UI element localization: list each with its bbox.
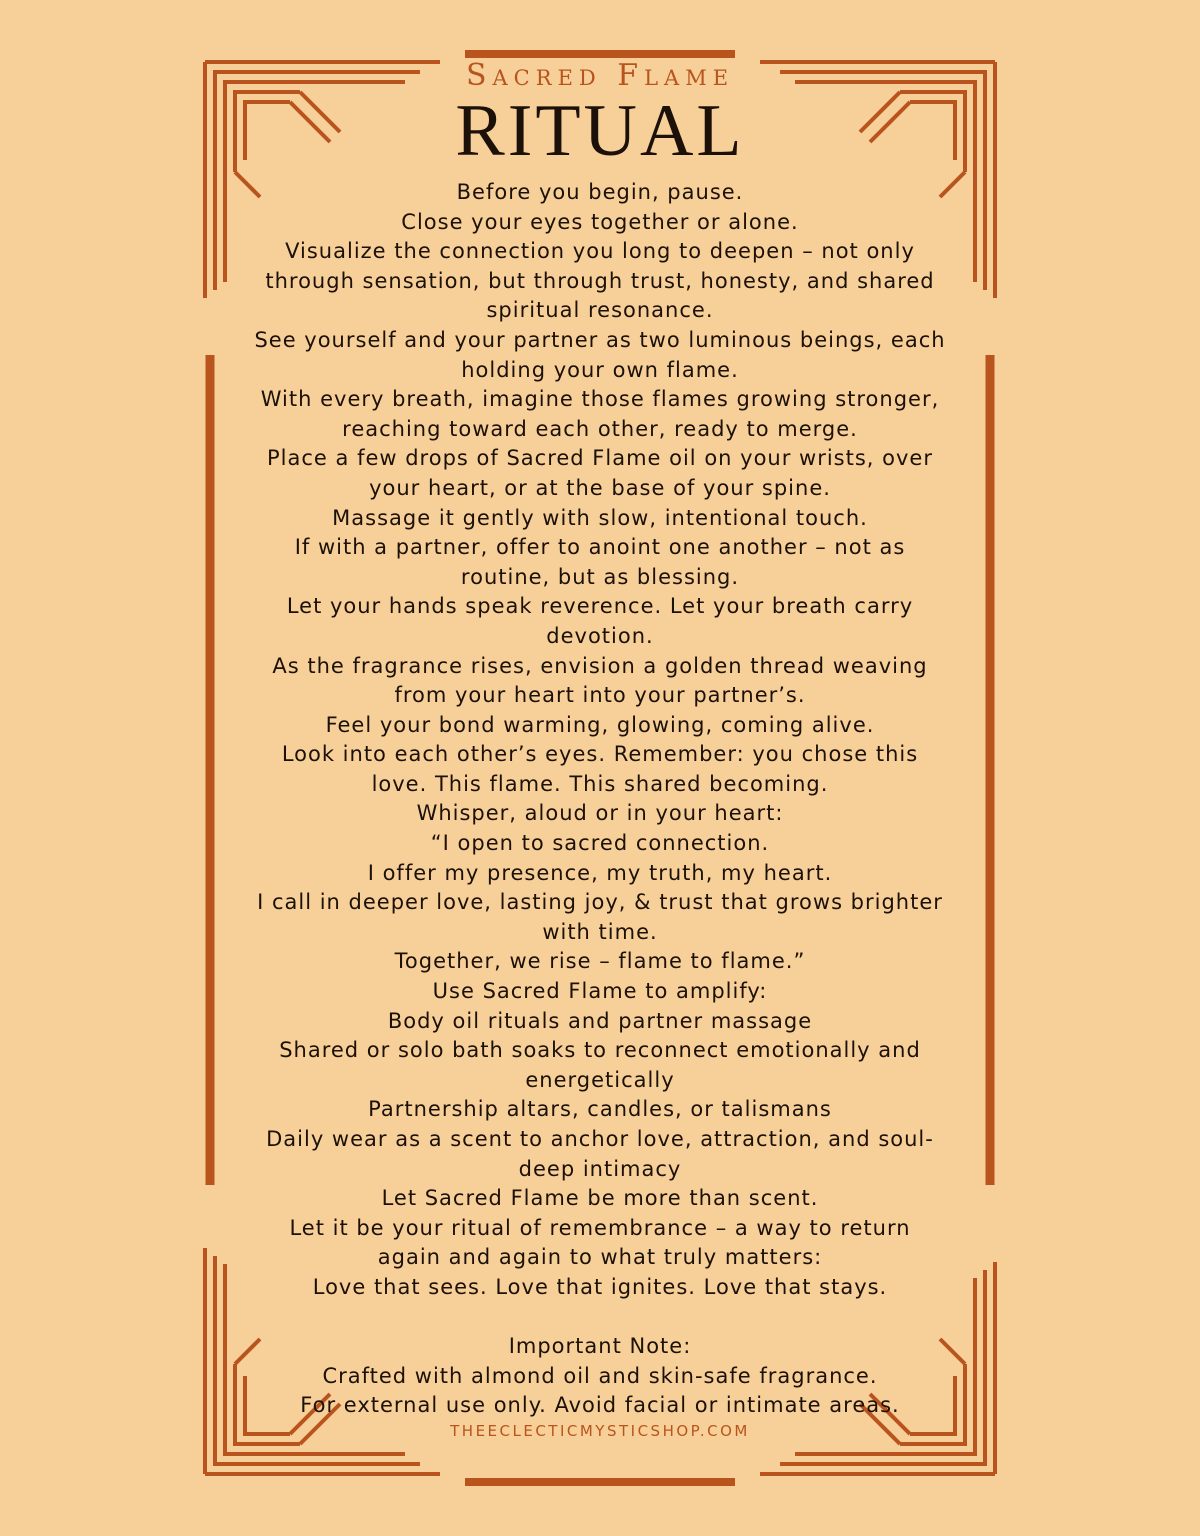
ritual-line: Visualize the connection you long to deepen – not only [285, 239, 915, 264]
note-line: For external use only. Avoid facial or intimate areas. [300, 1393, 900, 1418]
ritual-line: Close your eyes together or alone. [401, 209, 799, 234]
ritual-line: Let it be your ritual of remembrance – a way to return [289, 1215, 911, 1240]
ritual-text [240, 178, 960, 1421]
ritual-line: reaching toward each other, ready to merge. [342, 416, 858, 441]
ritual-line: routine, but as blessing. [460, 564, 740, 589]
ritual-line: from your heart into your partner’s. [394, 683, 806, 708]
note-line: Crafted with almond oil and skin-safe fragrance. [322, 1363, 878, 1388]
ritual-line: Look into each other’s eyes. Remember: you chose this [281, 742, 919, 767]
ritual-line: Partnership altars, candles, or talismans [368, 1097, 832, 1122]
ritual-line: Place a few drops of Sacred Flame oil on your wrists, over [267, 446, 933, 471]
ritual-line: As the fragrance rises, envision a golden thread weaving [272, 653, 928, 678]
ritual-line: Daily wear as a scent to anchor love, attraction, and soul- [266, 1127, 934, 1151]
ritual-line: again and again to what truly matters: [377, 1245, 823, 1270]
ritual-line: Shared or solo bath soaks to reconnect emotionally and [279, 1038, 921, 1063]
ritual-line: love. This flame. This shared becoming. [371, 771, 829, 796]
ritual-line: deep intimacy [518, 1156, 682, 1181]
ritual-line: Whisper, aloud or in your heart: [416, 801, 784, 826]
ritual-line: Before you begin, pause. [456, 180, 744, 204]
ritual-line: Feel your bond warming, glowing, coming alive. [325, 712, 875, 737]
ritual-line: See yourself and your partner as two luminous beings, each [254, 327, 946, 352]
ritual-line: holding your own flame. [461, 357, 739, 382]
ritual-line: Let your hands speak reverence. Let your breath carry [286, 594, 914, 619]
ritual-line: I call in deeper love, lasting joy, & trust that grows brighter [257, 890, 943, 915]
ritual-line: energetically [525, 1067, 675, 1092]
ritual-line: Love that sees. Love that ignites. Love that stays. [312, 1274, 888, 1299]
ritual-line: Let Sacred Flame be more than scent. [381, 1186, 819, 1211]
ritual-line: with time. [542, 919, 658, 944]
ritual-line: Massage it gently with slow, intentional touch. [332, 505, 868, 530]
note-heading: Important Note: [508, 1334, 692, 1359]
ritual-line: through sensation, but through trust, honesty, and shared [265, 268, 935, 293]
page-title: RITUAL [455, 90, 745, 172]
ritual-line: Use Sacred Flame to amplify: [432, 979, 768, 1004]
ritual-line: Together, we rise – flame to flame.” [394, 949, 806, 974]
spacer [240, 1303, 960, 1333]
ritual-line: If with a partner, offer to anoint one another – not as [294, 535, 906, 560]
ritual-line: devotion. [546, 623, 654, 648]
ritual-line: With every breath, imagine those flames growing stronger, [260, 387, 940, 412]
ritual-line: your heart, or at the base of your spine. [369, 475, 831, 500]
website-url: THEECLECTICMYSTICSHOP.COM [450, 1422, 750, 1440]
ritual-line: I offer my presence, my truth, my heart. [367, 860, 833, 885]
subtitle: Sacred Flame [465, 58, 735, 93]
ritual-line: Body oil rituals and partner massage [387, 1008, 813, 1033]
ritual-line: spiritual resonance. [486, 298, 714, 323]
ritual-line: “I open to sacred connection. [430, 831, 770, 856]
